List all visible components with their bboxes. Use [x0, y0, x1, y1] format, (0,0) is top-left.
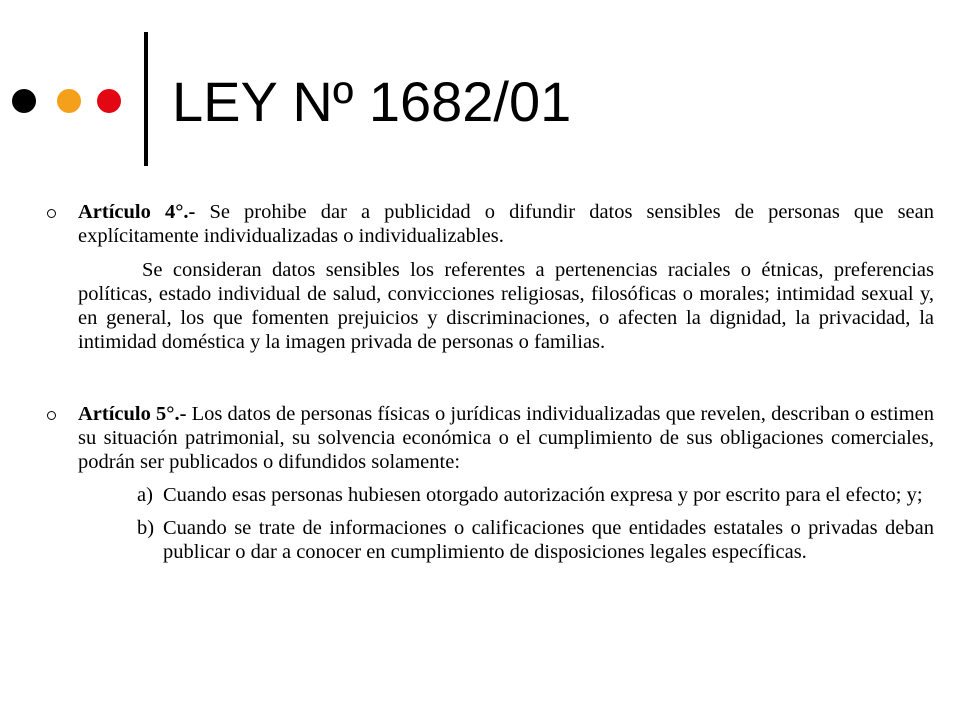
article-5	[78, 402, 934, 564]
slide-title: LEY Nº 1682/01	[172, 70, 572, 133]
article-5-paragraph-1	[78, 402, 934, 474]
item-letter: b)	[137, 517, 155, 539]
article-5-text: Los datos de personas físicas o jurídicas individualizadas que revelen, describan o estimen su situación patrimonial, su solvencia económica o el cumplimiento de sus obligaciones comerciales, podrán ser publicados o difundidos solamente:	[78, 403, 934, 473]
red-dot-icon	[97, 89, 121, 113]
bullet-icon	[47, 411, 56, 420]
article-4-text: Se prohibe dar a publicidad o difundir datos sensibles de personas que sean explícitamente individualizadas o individualizables.	[78, 201, 934, 247]
article-5-label: Artículo 5°.-	[78, 403, 187, 425]
item-text: Cuando esas personas hubiesen otorgado autorización expresa y por escrito para el efecto; y;	[163, 484, 923, 506]
title-divider	[144, 32, 148, 166]
item-letter: a)	[137, 484, 153, 506]
article-4-label: Artículo 4°.-	[78, 201, 196, 223]
article-4-paragraph-2: Se consideran datos sensibles los referentes a pertenencias raciales o étnicas, preferencias políticas, estado individual de salud, convicciones religiosas, filosóficas o morales; intimidad sexual y, en general, los que fomenten prejuicios y discriminaciones, o afecten la dignidad, la privacidad, la intimidad doméstica y la imagen privada de personas o familias.	[78, 259, 934, 353]
article-4-paragraph-1	[78, 200, 934, 248]
article-4	[78, 200, 934, 354]
bullet-icon	[47, 209, 56, 218]
decorative-dots	[0, 0, 150, 170]
item-text: Cuando se trate de informaciones o calificaciones que entidades estatales o privadas deban publicar o dar a conocer en cumplimiento de disposiciones legales específicas.	[163, 517, 934, 563]
article-5-item-b	[137, 516, 934, 564]
article-5-item-a	[137, 483, 934, 507]
black-dot-icon	[12, 89, 36, 113]
orange-dot-icon	[57, 89, 81, 113]
slide-body	[78, 200, 934, 612]
